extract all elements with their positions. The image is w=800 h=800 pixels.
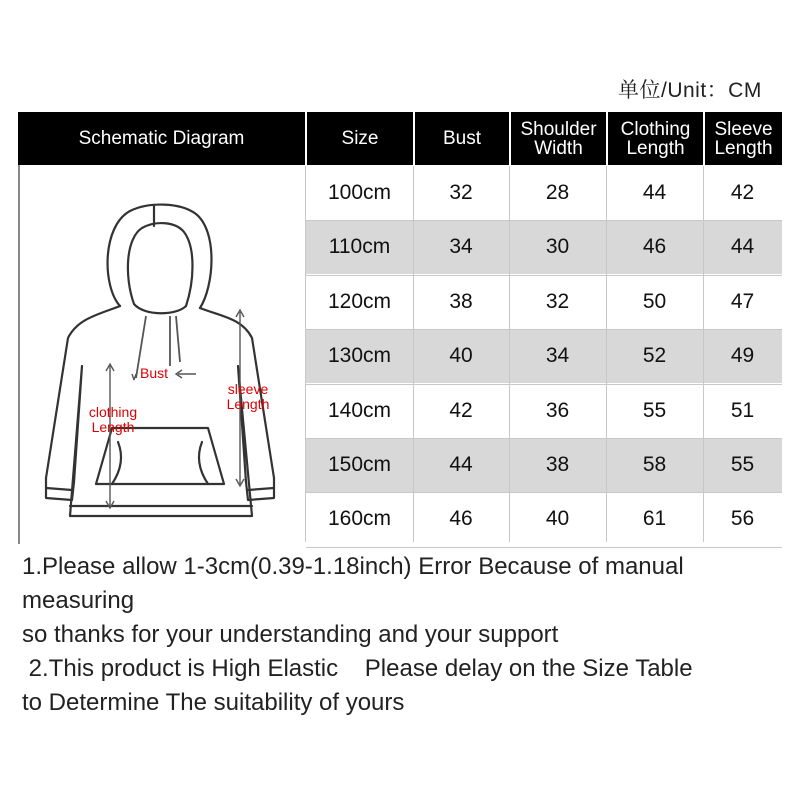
- unit-label: 单位/Unit：CM: [618, 79, 762, 102]
- cell-size: 110cm: [328, 235, 391, 259]
- table-row: [306, 329, 782, 383]
- table-row: [306, 220, 782, 274]
- cell-size: 140cm: [327, 398, 392, 422]
- cell-bust: 46: [449, 507, 473, 531]
- cell-sleeve-length: 56: [730, 507, 755, 531]
- clothing-length-label: clothing Length: [88, 404, 138, 435]
- note-line: 1.Please allow 1-3cm(0.39-1.18inch) Error Because of manual: [22, 553, 684, 580]
- cell-bust: 40: [449, 344, 473, 368]
- grid-line: [509, 166, 510, 542]
- cell-sleeve-length: 44: [730, 235, 755, 259]
- cell-shoulder-width: 30: [545, 235, 570, 259]
- cell-bust: 44: [449, 453, 473, 476]
- note-line: to Determine The suitability of yours: [22, 689, 405, 716]
- sleeve-length-label: sleeve Length: [226, 381, 270, 412]
- cell-size: 160cm: [327, 507, 392, 531]
- cell-clothing-length: 50: [642, 289, 667, 313]
- table-row: [306, 166, 782, 220]
- cell-sleeve-length: 51: [730, 398, 755, 422]
- table-row: [306, 384, 782, 438]
- cell-clothing-length: 44: [642, 181, 667, 204]
- header-clothing-length: Clothing Length: [608, 112, 703, 165]
- cell-size: 150cm: [327, 453, 392, 476]
- cell-bust: 38: [449, 289, 473, 313]
- hoodie-schematic: [20, 166, 304, 542]
- cell-shoulder-width: 28: [545, 181, 570, 204]
- size-notes: [22, 550, 782, 720]
- grid-line: [306, 275, 782, 276]
- cell-clothing-length: 55: [642, 398, 667, 422]
- cell-shoulder-width: 40: [545, 507, 570, 531]
- grid-line: [306, 384, 782, 385]
- grid-line: [306, 547, 782, 548]
- cell-bust: 42: [449, 398, 473, 422]
- grid-line: [306, 329, 782, 330]
- bust-label: Bust: [139, 365, 168, 381]
- grid-line: [413, 166, 414, 542]
- cell-clothing-length: 52: [642, 344, 667, 368]
- cell-clothing-length: 46: [642, 235, 667, 259]
- cell-bust: 32: [449, 181, 473, 204]
- table-row: [306, 492, 782, 546]
- table-row: [306, 275, 782, 329]
- header-shoulder-width: Shoulder Width: [511, 112, 606, 165]
- cell-bust: 34: [449, 235, 473, 259]
- cell-shoulder-width: 38: [545, 453, 570, 476]
- cell-sleeve-length: 42: [730, 181, 755, 204]
- note-line: measuring: [22, 587, 135, 614]
- grid-line: [306, 220, 782, 221]
- header-schematic-diagram: Schematic Diagram: [18, 112, 305, 165]
- grid-line: [305, 166, 306, 542]
- cell-size: 130cm: [327, 344, 392, 368]
- grid-line: [606, 166, 607, 542]
- grid-line: [306, 492, 782, 493]
- header-size: Size: [307, 112, 413, 165]
- cell-sleeve-length: 49: [730, 344, 755, 368]
- hoodie-drawing: [20, 166, 304, 542]
- cell-sleeve-length: 55: [730, 453, 755, 476]
- cell-shoulder-width: 34: [545, 344, 570, 368]
- header-bust: Bust: [415, 112, 509, 165]
- table-row: [306, 438, 782, 492]
- note-line: so thanks for your understanding and your support: [22, 621, 559, 648]
- cell-size: 100cm: [327, 181, 392, 204]
- cell-sleeve-length: 47: [730, 289, 755, 313]
- note-line: 2.This product is High Elastic Please delay on the Size Table: [22, 655, 693, 682]
- grid-line: [703, 166, 704, 542]
- cell-shoulder-width: 32: [545, 289, 570, 313]
- cell-size: 120cm: [327, 289, 392, 313]
- cell-clothing-length: 58: [642, 453, 667, 476]
- cell-shoulder-width: 36: [545, 398, 570, 422]
- grid-line: [306, 438, 782, 439]
- header-sleeve-length: Sleeve Length: [705, 112, 782, 165]
- cell-clothing-length: 61: [642, 507, 667, 531]
